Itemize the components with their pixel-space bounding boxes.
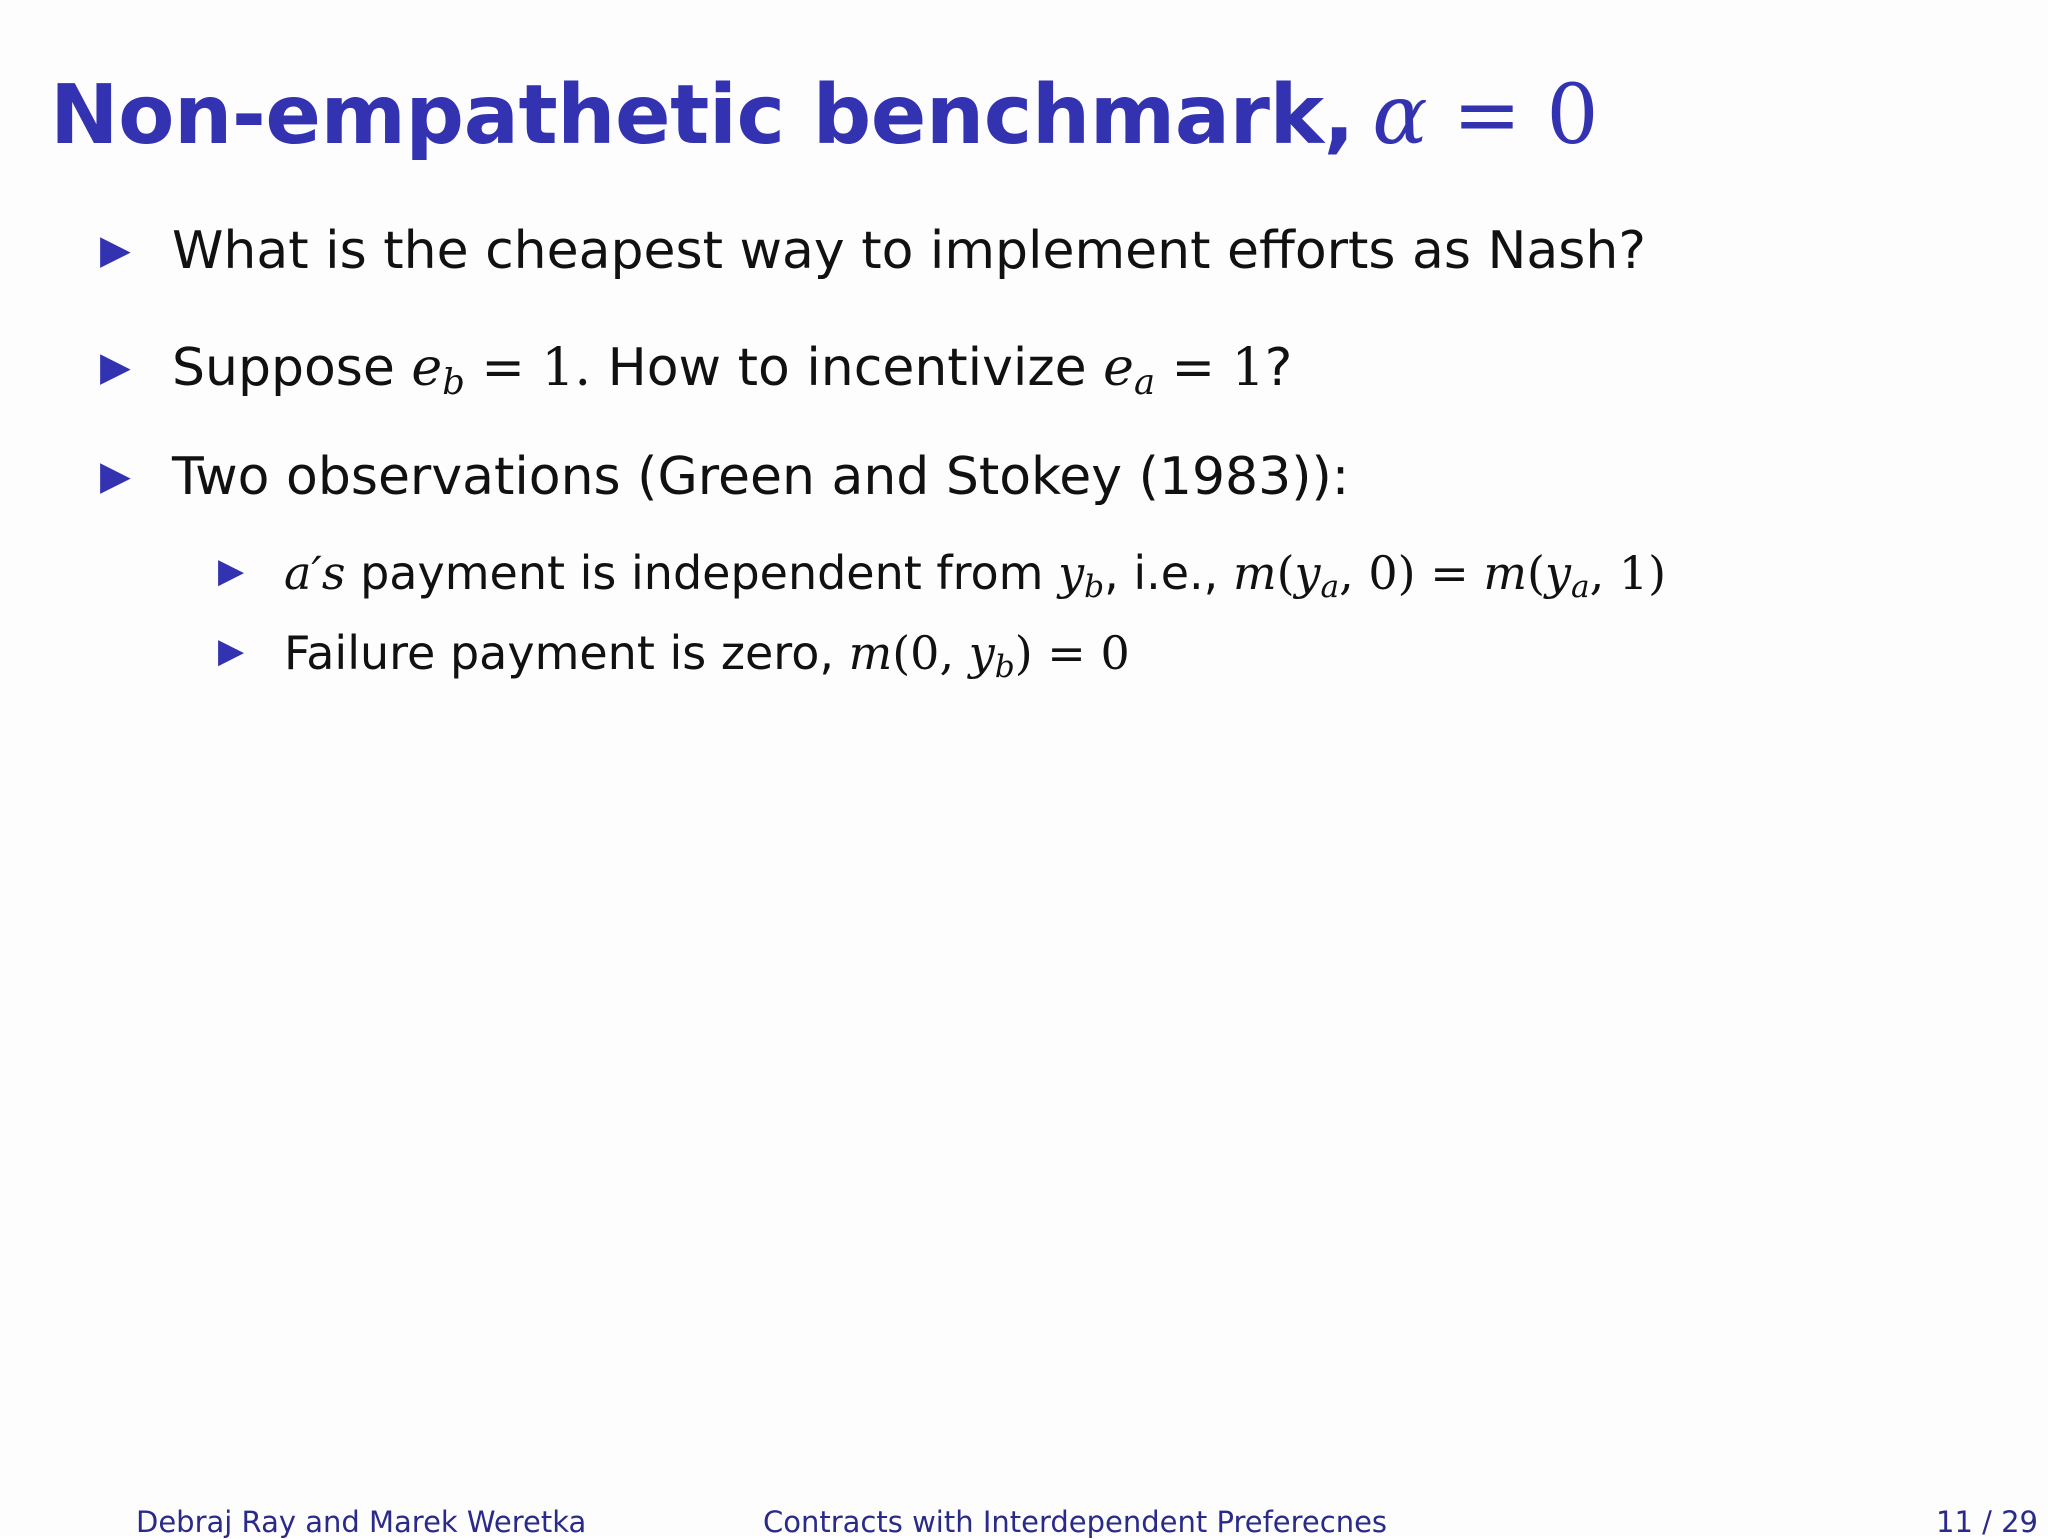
sub-bullet-item-1-text [284, 546, 1667, 605]
bullet-item-3 [100, 447, 1350, 507]
math-eq-1: = 1. [464, 338, 592, 398]
math-ea-equals-1: $e_a$ [1103, 338, 1156, 403]
math-m-2: m [1483, 546, 1528, 600]
footer-authors: Debraj Ray and Marek Weretka [136, 1505, 587, 1539]
sub-bullet-item-1 [218, 546, 1667, 605]
bullet-item-1-text: What is the cheapest way to implement efforts as Nash? [172, 221, 1646, 281]
sub-bullet-item-2-text [284, 626, 1130, 685]
math-paren-1: ( [1276, 546, 1295, 600]
bullet-item-1 [100, 221, 1646, 281]
triangle-bullet-icon: ▶ [218, 551, 245, 591]
triangle-bullet-icon: ▶ [218, 631, 245, 671]
math-a-prime-s: a′s [284, 546, 346, 600]
bullet-item-2-prefix: Suppose [172, 338, 395, 398]
footer-talk-title: Contracts with Interdependent Preferecnes [763, 1505, 1388, 1539]
math-eb-equals-1: $e_b$ [411, 338, 465, 403]
bullet-item-3-text: Two observations (Green and Stokey (1983)): [172, 447, 1350, 507]
footer-page-number: 11 / 29 [1936, 1505, 2039, 1539]
sub-item-1-text2: , i.e., [1104, 546, 1219, 600]
math-part-3: ) = 0 [1014, 626, 1130, 680]
slide-title [50, 68, 1598, 163]
sub-item-1-text1: payment is independent from [360, 546, 1044, 600]
bullet-item-2-middle: How to incentivize [607, 338, 1087, 398]
question-mark: ? [1264, 338, 1293, 398]
math-part-1: , 0) = [1339, 546, 1484, 600]
triangle-bullet-icon: ▶ [100, 453, 131, 499]
math-m-equality: m [1232, 546, 1277, 600]
math-m-zero: m [848, 626, 893, 680]
bullet-item-2 [100, 338, 1293, 403]
math-ya-1: $y_a$ [1294, 546, 1340, 605]
math-paren-3: (0, [892, 626, 969, 680]
math-ya-2: $y_a$ [1544, 546, 1590, 605]
triangle-bullet-icon: ▶ [100, 227, 131, 273]
triangle-bullet-icon: ▶ [100, 344, 131, 390]
math-paren-2: ( [1527, 546, 1545, 600]
title-math: α = 0 [1372, 68, 1599, 163]
math-part-2: , 1) [1589, 546, 1667, 600]
sub-item-2-text1: Failure payment is zero, [284, 626, 834, 680]
sub-bullet-item-2 [218, 626, 1130, 685]
bullet-item-2-text [172, 338, 1293, 403]
math-yb: $y_b$ [1058, 546, 1105, 605]
math-yb-2: $y_b$ [968, 626, 1015, 685]
math-eq-2: = 1 [1155, 338, 1265, 398]
title-text: Non-empathetic benchmark, [50, 68, 1355, 163]
